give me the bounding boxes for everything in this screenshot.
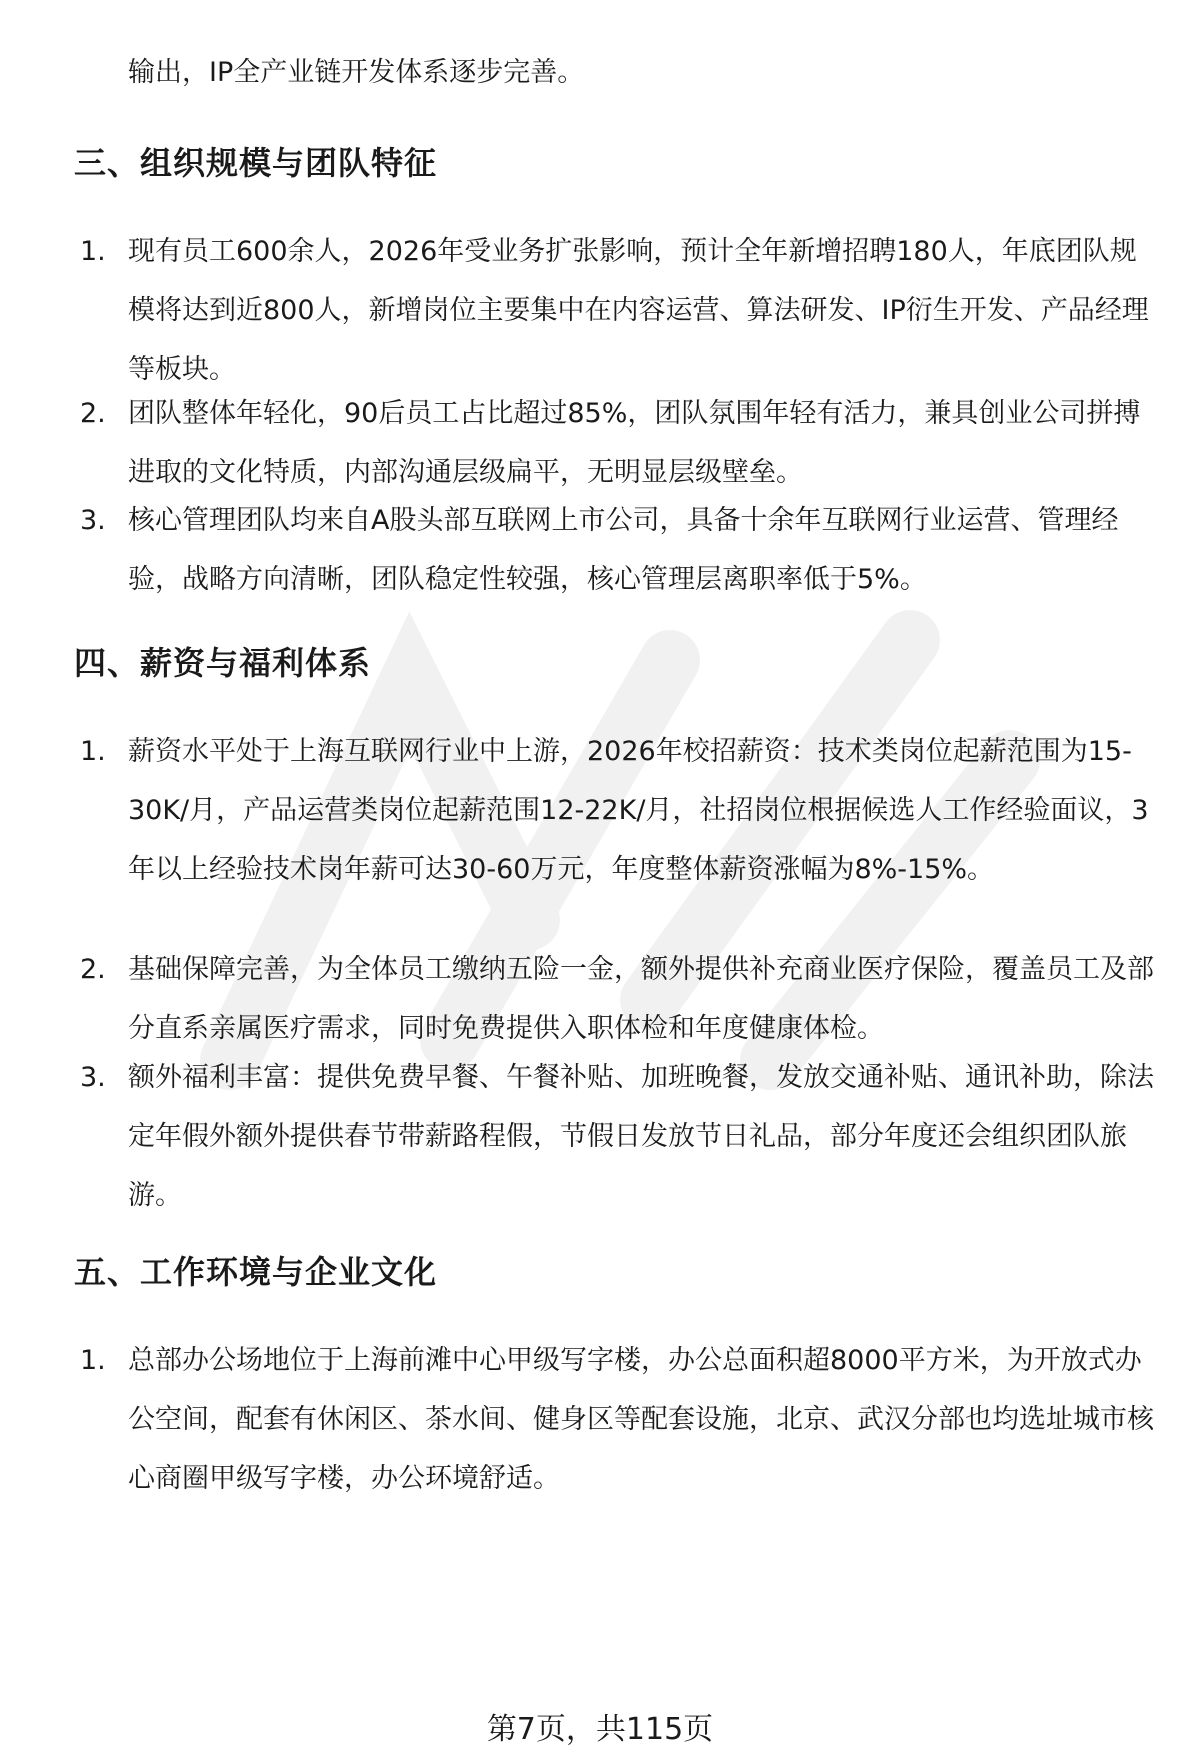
list-number: 3. — [80, 505, 106, 536]
section-title-3: 三、组织规模与团队特征 — [74, 144, 438, 182]
list-text: 现有员工600余人，2026年受业务扩张影响，预计全年新增招聘180人，年底团队规模将达到近800人，新增岗位主要集中在内容运营、算法研发、IP衍生开发、产品经理等板块。 — [128, 236, 1149, 385]
list-item — [80, 491, 1160, 609]
list-item — [80, 940, 1160, 1058]
list-item — [80, 384, 1160, 502]
list-number: 1. — [80, 236, 106, 267]
list-text: 基础保障完善，为全体员工缴纳五险一金，额外提供补充商业医疗保险，覆盖员工及部分直系亲属医疗需求，同时免费提供入职体检和年度健康体检。 — [128, 954, 1154, 1044]
list-item — [80, 222, 1160, 399]
list-text: 核心管理团队均来自A股头部互联网上市公司，具备十余年互联网行业运营、管理经验，战略方向清晰，团队稳定性较强，核心管理层离职率低于5%。 — [128, 505, 1119, 595]
page-footer: 第7页，共115页 — [486, 1712, 714, 1747]
list-item — [80, 1048, 1160, 1225]
list-number: 3. — [80, 1062, 106, 1093]
list-text: 团队整体年轻化，90后员工占比超过85%，团队氛围年轻有活力，兼具创业公司拼搏进取的文化特质，内部沟通层级扁平，无明显层级壁垒。 — [128, 398, 1141, 488]
list-number: 2. — [80, 954, 106, 985]
list-text: 额外福利丰富：提供免费早餐、午餐补贴、加班晚餐，发放交通补贴、通讯补助，除法定年假外额外提供春节带薪路程假，节假日发放节日礼品，部分年度还会组织团队旅游。 — [128, 1062, 1154, 1211]
list-number: 1. — [80, 736, 106, 767]
list-number: 1. — [80, 1345, 106, 1376]
list-text: 总部办公场地位于上海前滩中心甲级写字楼，办公总面积超8000平方米，为开放式办公空间，配套有休闲区、茶水间、健身区等配套设施，北京、武汉分部也均选址城市核心商圈甲级写字楼，办公环境舒适。 — [128, 1345, 1154, 1494]
list-item — [80, 1331, 1160, 1508]
section-title-4: 四、薪资与福利体系 — [74, 644, 372, 682]
list-item — [80, 722, 1160, 899]
section-title-5: 五、工作环境与企业文化 — [74, 1253, 438, 1291]
continuation-line: 输出，IP全产业链开发体系逐步完善。 — [128, 57, 585, 88]
list-number: 2. — [80, 398, 106, 429]
list-text: 薪资水平处于上海互联网行业中上游，2026年校招薪资：技术类岗位起薪范围为15-30K/月，产品运营类岗位起薪范围12-22K/月，社招岗位根据候选人工作经验面议，3年以上经验技术岗年薪可达30-60万元，年度整体薪资涨幅为8%-15%。 — [128, 736, 1149, 885]
